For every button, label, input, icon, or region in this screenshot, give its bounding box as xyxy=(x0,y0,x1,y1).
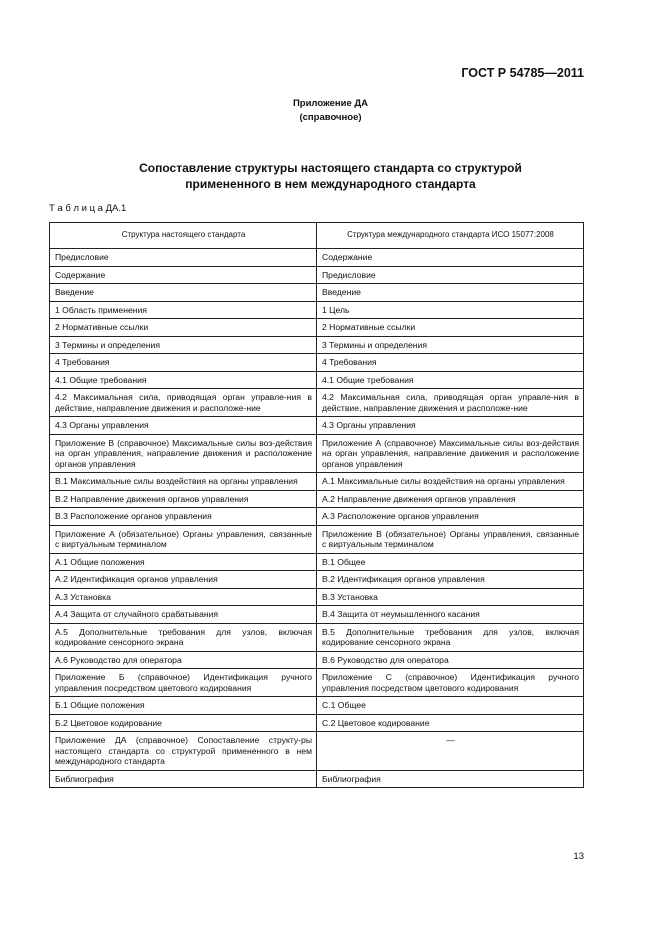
column-header-left: Структура настоящего стандарта xyxy=(50,223,317,249)
appendix-heading xyxy=(0,97,661,125)
table-caption: Т а б л и ц а ДА.1 xyxy=(49,203,127,214)
column-header-right: Структура международного стандарта ИСО 15077:2008 xyxy=(317,223,584,249)
cell-international-standard: С.1 Общее xyxy=(317,697,584,715)
table-body xyxy=(50,249,584,788)
structure-comparison-table xyxy=(49,222,584,788)
cell-international-standard: 2 Нормативные ссылки xyxy=(317,319,584,337)
cell-current-standard: 4.3 Органы управления xyxy=(50,417,317,435)
table-row xyxy=(50,571,584,589)
appendix-label: Приложение ДА xyxy=(292,98,369,109)
cell-current-standard: Введение xyxy=(50,284,317,302)
cell-current-standard: Б.2 Цветовое кодирование xyxy=(50,714,317,732)
table-row xyxy=(50,606,584,624)
cell-international-standard: — xyxy=(317,732,584,771)
table-header-row xyxy=(50,223,584,249)
cell-current-standard: Приложение В (справочное) Максимальные силы воз-действия на орган управления, направление движения и расположение органов управления xyxy=(50,434,317,473)
cell-current-standard: 3 Термины и определения xyxy=(50,336,317,354)
table-row xyxy=(50,371,584,389)
cell-international-standard: 4 Требования xyxy=(317,354,584,372)
table-row xyxy=(50,588,584,606)
table-row xyxy=(50,266,584,284)
table-row xyxy=(50,417,584,435)
table-row xyxy=(50,651,584,669)
table-row xyxy=(50,553,584,571)
cell-international-standard: Приложение В (обязательное) Органы управления, связанные с виртуальным терминалом xyxy=(317,525,584,553)
cell-current-standard: Б.1 Общие положения xyxy=(50,697,317,715)
cell-international-standard: Введение xyxy=(317,284,584,302)
table-row xyxy=(50,732,584,771)
cell-international-standard: Предисловие xyxy=(317,266,584,284)
page-number: 13 xyxy=(573,851,584,862)
cell-international-standard: Приложение А (справочное) Максимальные силы воз-действия на орган управления, направление движения и расположение органов управления xyxy=(317,434,584,473)
cell-current-standard: А.4 Защита от случайного срабатывания xyxy=(50,606,317,624)
document-title xyxy=(0,161,661,192)
standard-id: ГОСТ Р 54785—2011 xyxy=(461,66,584,80)
cell-current-standard: 2 Нормативные ссылки xyxy=(50,319,317,337)
cell-international-standard: А.1 Максимальные силы воздействия на органы управления xyxy=(317,473,584,491)
cell-international-standard: В.3 Установка xyxy=(317,588,584,606)
cell-current-standard: А.6 Руководство для оператора xyxy=(50,651,317,669)
cell-current-standard: А.1 Общие положения xyxy=(50,553,317,571)
table-row xyxy=(50,389,584,417)
cell-international-standard: 4.3 Органы управления xyxy=(317,417,584,435)
title-line-2: примененного в нем международного стандарта xyxy=(185,176,476,191)
cell-international-standard: 1 Цель xyxy=(317,301,584,319)
appendix-note: (справочное) xyxy=(299,112,362,123)
table-row xyxy=(50,434,584,473)
cell-international-standard: 4.2 Максимальная сила, приводящая орган управле-ния в действие, направление движения и расположе-ние xyxy=(317,389,584,417)
cell-current-standard: Приложение ДА (справочное) Сопоставление структу-ры настоящего стандарта со структурой примененного в нем международного стандарта xyxy=(50,732,317,771)
cell-current-standard: 1 Область применения xyxy=(50,301,317,319)
table-row xyxy=(50,336,584,354)
table-row xyxy=(50,473,584,491)
cell-international-standard: В.2 Идентификация органов управления xyxy=(317,571,584,589)
table-row xyxy=(50,249,584,267)
cell-international-standard: С.2 Цветовое кодирование xyxy=(317,714,584,732)
cell-current-standard: 4.1 Общие требования xyxy=(50,371,317,389)
cell-current-standard: А.3 Установка xyxy=(50,588,317,606)
table-row xyxy=(50,284,584,302)
cell-current-standard: 4 Требования xyxy=(50,354,317,372)
cell-current-standard: В.3 Расположение органов управления xyxy=(50,508,317,526)
cell-current-standard: Библиография xyxy=(50,770,317,788)
cell-current-standard: А.2 Идентификация органов управления xyxy=(50,571,317,589)
cell-international-standard: Приложение С (справочное) Идентификация ручного управления посредством цветового кодирования xyxy=(317,669,584,697)
cell-current-standard: А.5 Дополнительные требования для узлов, включая кодирование сенсорного экрана xyxy=(50,623,317,651)
cell-current-standard: В.2 Направление движения органов управления xyxy=(50,490,317,508)
cell-international-standard: Библиография xyxy=(317,770,584,788)
table-row xyxy=(50,508,584,526)
table-row xyxy=(50,770,584,788)
cell-international-standard: 4.1 Общие требования xyxy=(317,371,584,389)
cell-current-standard: Содержание xyxy=(50,266,317,284)
table-row xyxy=(50,525,584,553)
cell-current-standard: 4.2 Максимальная сила, приводящая орган управле-ния в действие, направление движения и расположе-ние xyxy=(50,389,317,417)
table-row xyxy=(50,714,584,732)
cell-international-standard: 3 Термины и определения xyxy=(317,336,584,354)
cell-international-standard: В.1 Общее xyxy=(317,553,584,571)
table-row xyxy=(50,697,584,715)
cell-international-standard: В.6 Руководство для оператора xyxy=(317,651,584,669)
cell-international-standard: А.2 Направление движения органов управления xyxy=(317,490,584,508)
table-row xyxy=(50,319,584,337)
cell-international-standard: В.5 Дополнительные требования для узлов, включая кодирование сенсорного экрана xyxy=(317,623,584,651)
cell-international-standard: Содержание xyxy=(317,249,584,267)
table-row xyxy=(50,354,584,372)
table-row xyxy=(50,301,584,319)
cell-current-standard: Приложение Б (справочное) Идентификация ручного управления посредством цветового кодирования xyxy=(50,669,317,697)
cell-international-standard: А.3 Расположение органов управления xyxy=(317,508,584,526)
table-row xyxy=(50,490,584,508)
table-row xyxy=(50,669,584,697)
table-row xyxy=(50,623,584,651)
title-line-1: Сопоставление структуры настоящего стандарта со структурой xyxy=(139,161,522,175)
cell-current-standard: Предисловие xyxy=(50,249,317,267)
cell-international-standard: В.4 Защита от неумышленного касания xyxy=(317,606,584,624)
cell-current-standard: В.1 Максимальные силы воздействия на органы управления xyxy=(50,473,317,491)
cell-current-standard: Приложение А (обязательное) Органы управления, связанные с виртуальным терминалом xyxy=(50,525,317,553)
